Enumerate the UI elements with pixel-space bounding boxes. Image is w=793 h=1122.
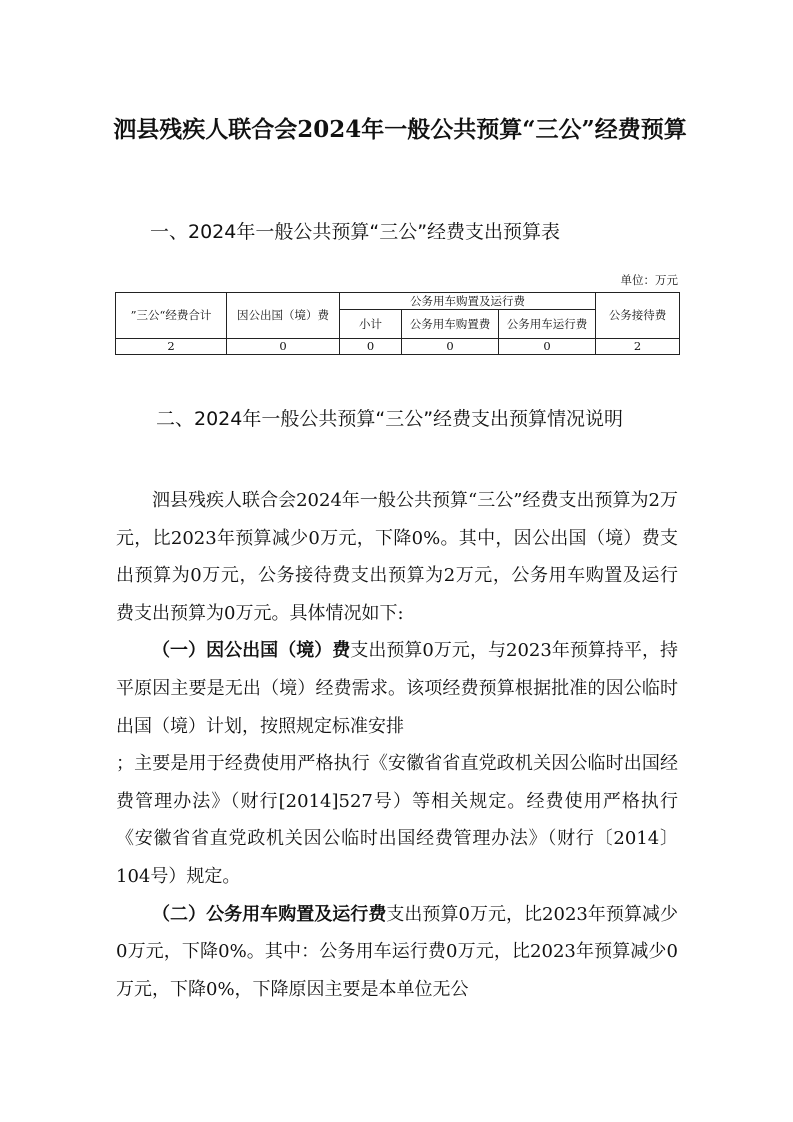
paragraph-overview: 泗县残疾人联合会2024年一般公共预算“三公”经费支出预算为2万元，比2023年预算减少0万元，下降0%。其中，因公出国（境）费支出预算为0万元，公务接待费支出预算为2万元，公务用车购置及运行费支出预算为0万元。具体情况如下:	[116, 490, 678, 624]
paragraph-abroad	[116, 632, 678, 745]
header-vehicle-operation: 公务用车运行费	[499, 310, 596, 339]
document-title: 泗县残疾人联合会2024年一般公共预算“三公”经费预算	[113, 116, 687, 143]
paragraph-vehicle-heading: （二）公务用车购置及运行费	[152, 903, 387, 925]
paragraph-vehicle-text: 支出预算0万元，比2023年预算减少0万元，下降0%。其中：公务用车运行费0万元，比2023年预算减少0万元，下降0%，下降原因主要是本单位无公	[116, 903, 678, 1000]
table-header-row	[116, 293, 680, 310]
header-reception: 公务接待费	[596, 293, 680, 339]
header-subtotal: 小计	[340, 310, 402, 339]
header-vehicle-group: 公务用车购置及运行费	[340, 293, 596, 310]
header-total: ”三公“经费合计	[116, 293, 227, 339]
table-row	[116, 339, 680, 355]
value-reception: 2	[596, 339, 680, 355]
header-abroad: 因公出国（境）费	[227, 293, 340, 339]
paragraph-abroad-continued: ；主要是用于经费使用严格执行《安徽省省直党政机关因公临时出国经费管理办法》（财行[2014]527号）等相关规定。经费使用严格执行《安徽省省直党政机关因公临时出国经费管理办法》（财行〔2014〕104号）规定。	[116, 753, 678, 887]
unit-label: 单位：万元	[620, 273, 678, 287]
paragraph-abroad-text: 支出预算0万元，与2023年预算持平，持平原因主要是无出（境）经费需求。该项经费预算根据批准的因公临时出国（境）计划，按照规定标准安排	[116, 640, 679, 737]
value-abroad: 0	[227, 339, 340, 355]
section2-heading: 二、2024年一般公共预算“三公”经费支出预算情况说明	[156, 408, 624, 430]
paragraph-abroad-heading: （一）因公出国（境）费	[152, 640, 351, 662]
body-text	[116, 482, 678, 1008]
value-vehicle-purchase: 0	[402, 339, 499, 355]
paragraph-vehicle	[116, 896, 678, 1009]
value-total: 2	[116, 339, 227, 355]
value-vehicle-operation: 0	[499, 339, 596, 355]
value-subtotal: 0	[340, 339, 402, 355]
budget-table	[115, 292, 680, 355]
section1-heading: 一、2024年一般公共预算“三公”经费支出预算表	[150, 221, 561, 243]
header-vehicle-purchase: 公务用车购置费	[402, 310, 499, 339]
